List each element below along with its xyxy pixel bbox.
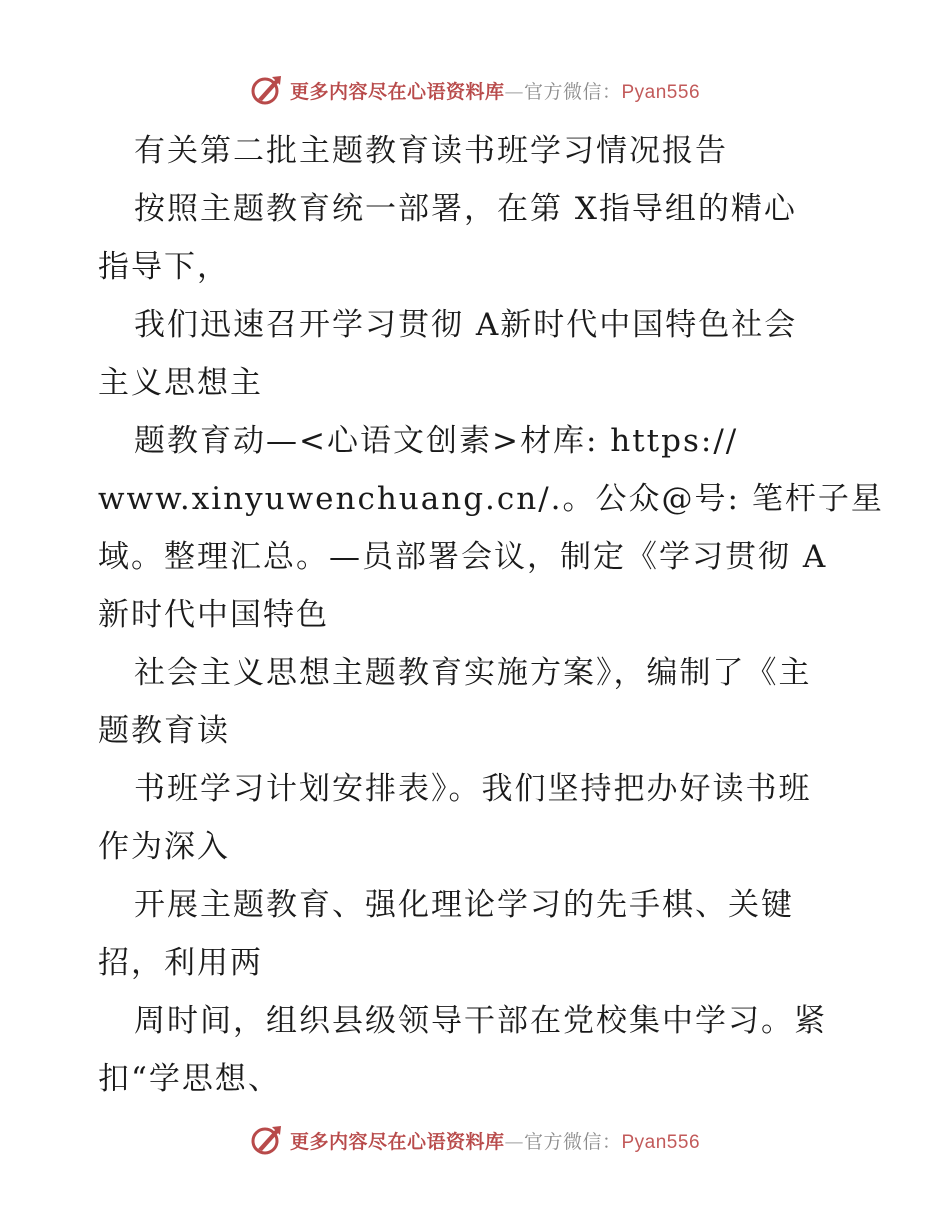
document-line: 开展主题教育、强化理论学习的先手棋、关键 bbox=[134, 887, 794, 923]
footer-banner-content bbox=[250, 1123, 700, 1157]
document-line: 新时代中国特色 bbox=[98, 597, 329, 633]
document-line: 周时间，组织县级领导干部在党校集中学习。紧 bbox=[134, 1003, 827, 1039]
document-line: 有关第二批主题教育读书班学习情况报告 bbox=[134, 133, 728, 169]
header-banner-text bbox=[290, 77, 700, 104]
banner-wechat-label: 官方微信： bbox=[523, 1130, 622, 1153]
document-line: 域。整理汇总。—员部署会议，制定《学习贯彻 A bbox=[98, 539, 828, 575]
document-line: 我们迅速召开学习贯彻 A新时代中国特色社会 bbox=[134, 307, 798, 343]
document-line: 作为深入 bbox=[98, 829, 230, 865]
document-line: 社会主义思想主题教育实施方案》，编制了《主 bbox=[134, 655, 812, 691]
banner-dash: — bbox=[504, 1130, 524, 1153]
document-line: 书班学习计划安排表》。我们坚持把办好读书班 bbox=[134, 771, 812, 807]
document-line: 扣“学思想、 bbox=[98, 1061, 281, 1097]
quill-circle-logo-icon bbox=[250, 73, 284, 107]
banner-main-text: 更多内容尽在心语资料库 bbox=[289, 80, 505, 103]
banner-wechat-label: 官方微信： bbox=[523, 80, 622, 103]
footer-banner bbox=[0, 1120, 950, 1160]
header-banner-content bbox=[250, 73, 700, 107]
document-line: 招，利用两 bbox=[98, 945, 263, 981]
document-line: 题教育读 bbox=[98, 713, 230, 749]
quill-circle-logo-icon bbox=[250, 1123, 284, 1157]
banner-wechat-id: Pyan556 bbox=[621, 1131, 701, 1153]
footer-banner-text bbox=[290, 1127, 700, 1154]
document-line: 主义思想主 bbox=[98, 365, 263, 401]
banner-main-text: 更多内容尽在心语资料库 bbox=[289, 1130, 505, 1153]
document-line: 指导下， bbox=[98, 249, 230, 285]
document-line: 按照主题教育统一部署，在第 X指导组的精心 bbox=[134, 191, 797, 227]
banner-wechat-id: Pyan556 bbox=[621, 81, 701, 103]
document-line: 题教育动—<心语文创素>材库: https:// bbox=[134, 423, 739, 459]
header-banner bbox=[0, 70, 950, 110]
document-line: www.xinyuwenchuang.cn/.。公众@号: 笔杆子星 bbox=[98, 481, 884, 517]
document-body bbox=[98, 122, 884, 1108]
banner-dash: — bbox=[504, 80, 524, 103]
